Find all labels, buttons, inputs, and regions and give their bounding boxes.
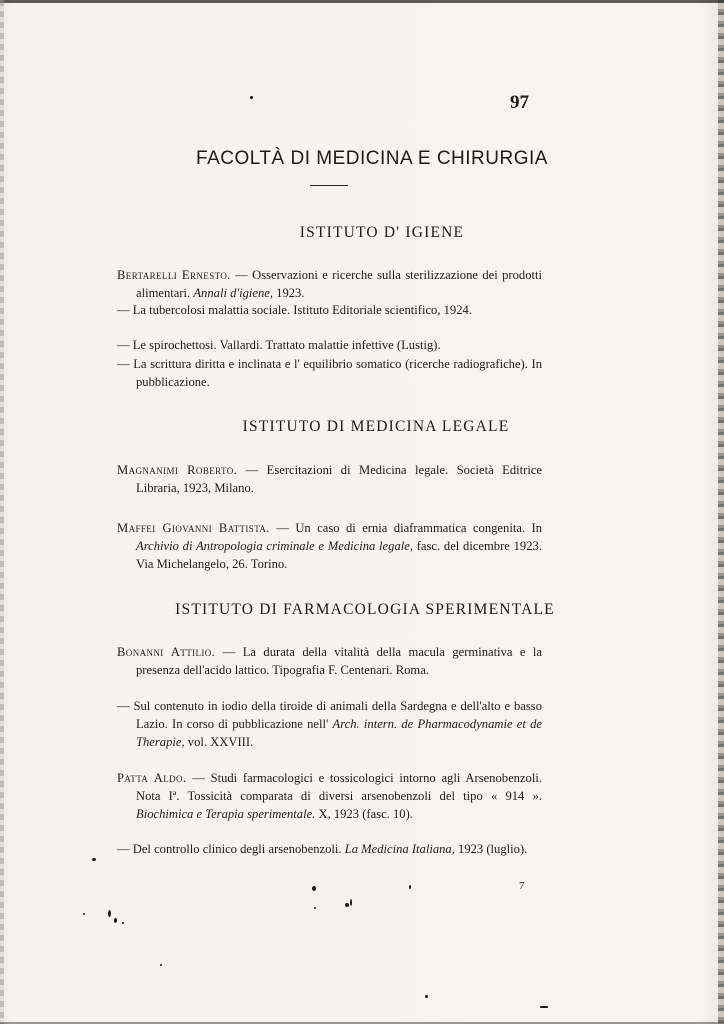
journal-title: Arch. intern. de Pharmacodynamie et de Therapie,: [136, 717, 542, 749]
scan-speck: [83, 913, 85, 915]
scan-speck: [314, 907, 316, 909]
section-heading-medicina-legale: ISTITUTO DI MEDICINA LEGALE: [242, 418, 510, 435]
entry-author: Bonanni Attilio.: [117, 645, 216, 659]
page-title: FACOLTÀ DI MEDICINA E CHIRURGIA: [196, 148, 548, 169]
signature-mark: 7: [519, 880, 525, 892]
scan-speck: [92, 858, 96, 861]
scan-speck: [345, 903, 349, 907]
scan-speck: [540, 1006, 548, 1008]
scan-speck: [108, 910, 111, 917]
scan-speck: [425, 995, 428, 998]
bibliography-entry: Bertarelli Ernesto. — Osservazioni e ricerche sulla sterilizzazione dei prodotti alimentari. Annali d'igiene, 1923.: [117, 268, 542, 300]
section-heading-farmacologia: ISTITUTO DI FARMACOLOGIA SPERIMENTALE: [175, 601, 555, 618]
bibliography-entry: Bonanni Attilio. — La durata della vitalità della macula germinativa e la presenza dell'acido lattico. Tipografia F. Centenari. Roma.: [117, 645, 542, 677]
scan-edge-top: [0, 0, 724, 3]
page-number: 97: [510, 92, 529, 113]
entry-author: Maffei Giovanni Battista.: [117, 521, 270, 535]
bibliography-entry: — Del controllo clinico degli arsenobenzoli. La Medicina Italiana, 1923 (luglio).: [117, 842, 528, 856]
entry-author: Magnanimi Roberto.: [117, 463, 238, 477]
journal-title: Annali d'igiene,: [193, 286, 273, 300]
bibliography-entry: Magnanimi Roberto. — Esercitazioni di Medicina legale. Società Editrice Libraria, 1923, Milano.: [117, 463, 542, 495]
journal-title: Archivio di Antropologia criminale e Medicina legale,: [136, 539, 413, 553]
bibliography-entry: — Sul contenuto in iodio della tiroide di animali della Sardegna e dell'alto e basso Lazio. In corso di pubblicazione nell' Arch. intern. de Pharmacodynamie et de Therapie, vol. XXVIII.: [117, 699, 542, 749]
scan-speck: [409, 885, 411, 889]
scan-speck: [122, 922, 124, 924]
scan-speck: [114, 918, 117, 923]
bibliography-entry: Maffei Giovanni Battista. — Un caso di ernia diaframmatica congenita. In Archivio di Antropologia criminale e Medicina legale, fasc. del dicembre 1923. Via Michelangelo, 26. Torino.: [117, 521, 542, 571]
scan-speck: [312, 886, 316, 891]
scan-speck: [250, 96, 253, 99]
entry-author: Bertarelli Ernesto.: [117, 268, 231, 282]
journal-title: Biochimica e Terapia sperimentale.: [136, 807, 316, 821]
journal-title: La Medicina Italiana,: [344, 842, 455, 856]
scan-speck: [160, 964, 162, 966]
entry-author: Patta Aldo.: [117, 771, 187, 785]
bibliography-entry: Patta Aldo. — Studi farmacologici e tossicologici intorno agli Arsenobenzoli. Nota Iª. Tossicità comparata di diversi arsenobenzoli del tipo « 914 ». Biochimica e Terapia sperimentale. X, 1923 (fasc. 10).: [117, 771, 542, 821]
bibliography-entry: — La scrittura diritta e inclinata e l' equilibrio somatico (ricerche radiografiche). In pubblicazione.: [117, 357, 542, 389]
scan-speck: [350, 899, 352, 906]
section-heading-igiene: ISTITUTO D' IGIENE: [299, 224, 465, 241]
bibliography-entry: — Le spirochettosi. Vallardi. Trattato malattie infettive (Lustig).: [117, 338, 441, 352]
title-rule: [310, 185, 348, 186]
bibliography-entry: — La tubercolosi malattia sociale. Istituto Editoriale scientifico, 1924.: [117, 303, 472, 317]
